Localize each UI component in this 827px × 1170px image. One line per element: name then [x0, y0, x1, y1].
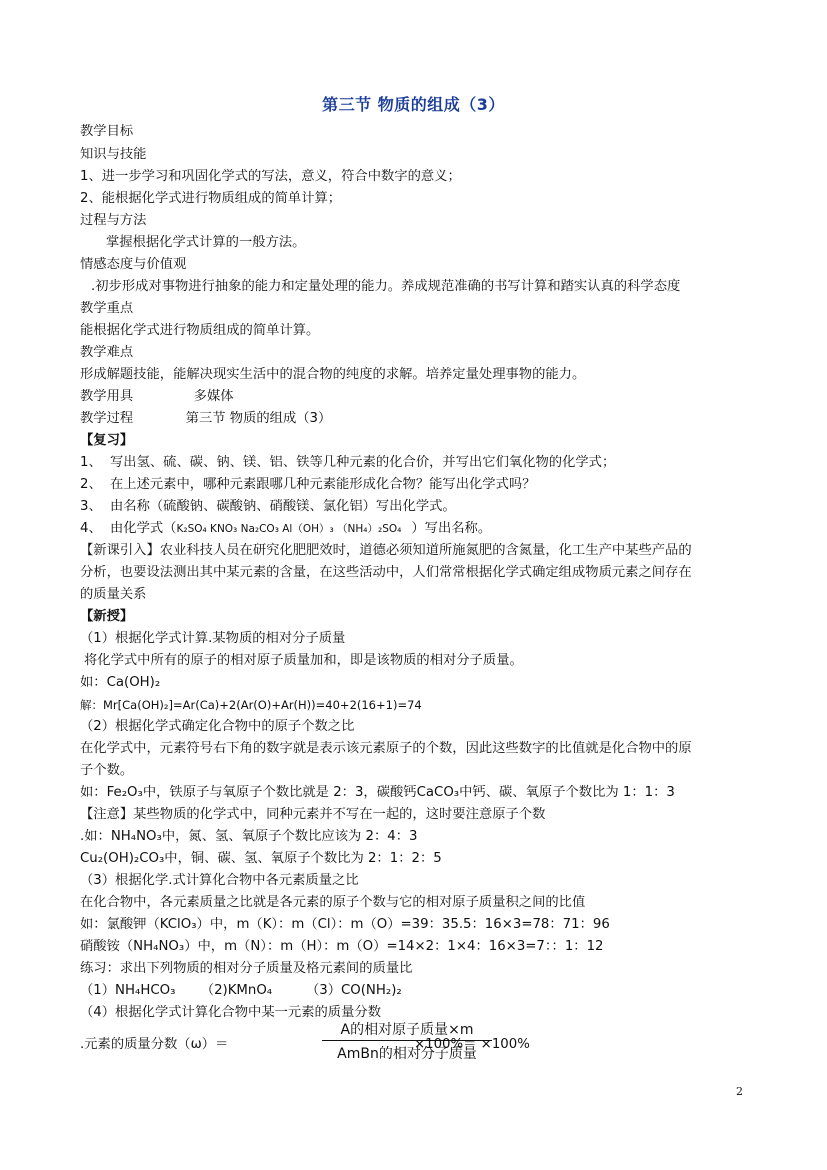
process-method-text: 掌握根据化学式计算的一般方法。 [106, 235, 306, 250]
page-title: 第三节 物质的组成（3） [322, 95, 505, 114]
new-lesson-heading: 【新授】 [80, 609, 134, 624]
review-item-2: 2、 在上述元素中，哪种元素跟哪几种元素能形成化合物？能写出化学式吗？ [80, 477, 536, 492]
teaching-process-value: 第三节 物质的组成（3） [185, 411, 332, 426]
heading-attitude-values: 情感态度与价值观 [80, 257, 187, 272]
heading-process-method: 过程与方法 [80, 213, 147, 228]
section-2-text-line-1: 在化学式中，元素符号右下角的数字就是表示该元素原子的个数，因此这些数字的比值就是化合物中的原 [80, 741, 692, 756]
exercise-heading: 练习：求出下列物质的相对分子质量及格元素间的质量比 [80, 961, 413, 976]
teaching-tools-value: 多媒体 [193, 389, 234, 404]
section-1-text: 将化学式中所有的原子的相对原子质量加和，即是该物质的相对分子质量。 [84, 653, 523, 668]
example-fe2o3: 如：Fe₂O₃中，铁原子与氧原子个数比就是 2：3，碳酸钙CaCO₃中钙、碳、氧原子个数比为 1：1：3 [80, 785, 675, 800]
example-nh4no3: .如：NH₄NO₃中，氮、氢、氧原子个数比应该为 2：4：3 [80, 829, 418, 844]
teaching-tools-row [80, 387, 752, 407]
exercise-items: （1）NH₄HCO₃ （2)KMnO₄ （3）CO(NH₂)₂ [80, 983, 402, 998]
section-1-heading: （1）根据化学式计算.某物质的相对分子质量 [80, 631, 346, 646]
teaching-tools-label: 教学用具 [80, 389, 134, 404]
review-item-3: 3、 由名称（硫酸钠、碳酸钠、硝酸镁、氯化铝）写出化学式。 [80, 499, 456, 514]
formula-denominator: AmBn的相对分子质量 [337, 1046, 477, 1062]
section-3-heading: （3）根据化学.式计算化合物中各元素质量之比 [80, 873, 359, 888]
solution-caoh2: 解：Mr[Ca(OH)₂]=Ar(Ca)+2(Ar(O)+Ar(H))=40+2(16+1)=74 [80, 698, 422, 712]
example-nh4no3-mass: 硝酸铵（NH₄NO₃）中，m（N）：m（H）：m（O）=14×2：1×4：16×3=7：：1：12 [80, 939, 604, 954]
heading-teaching-goals: 教学目标 [80, 124, 134, 139]
difficulties-text: 形成解题技能，能解决现实生活中的混合物的纯度的求解。培养定量处理事物的能力。 [80, 367, 586, 382]
example-kclo3: 如：氯酸钾（KClO₃）中，m（K）：m（Cl）：m（O）=39：35.5：16×3=78：71：96 [80, 917, 610, 932]
intro-paragraph-line-3: 的质量关系 [80, 587, 147, 602]
example-cu2oh2co3: Cu₂(OH)₂CO₃中，铜、碳、氢、氧原子个数比为 2：1：2：5 [80, 851, 442, 866]
heading-knowledge-skills: 知识与技能 [80, 147, 147, 162]
heading-key-points: 教学重点 [80, 301, 134, 316]
section-4-heading: （4）根据化学式计算化合物中某一元素的质量分数 [80, 1005, 381, 1020]
review-heading: 【复习】 [80, 433, 134, 448]
formula-numerator: A的相对原子质量×m [340, 1022, 474, 1038]
heading-difficulties: 教学难点 [80, 345, 134, 360]
formula-right: ×100%＝ ×100% [414, 1037, 530, 1052]
section-2-heading: （2）根据化学式确定化合物中的原子个数之比 [80, 719, 355, 734]
key-points-text: 能根据化学式进行物质组成的简单计算。 [80, 323, 320, 338]
review-item-4: 4、 由化学式（K₂SO₄ KNO₃ Na₂CO₃ Al（OH）₃ （NH₄）₂SO₄ ）写出名称。 [80, 521, 492, 536]
teaching-process-label: 教学过程 [80, 411, 134, 426]
formula-left: .元素的质量分数（ω）＝ [80, 1037, 229, 1052]
formula-list: K₂SO₄ KNO₃ Na₂CO₃ Al（OH）₃ （NH₄）₂SO₄ [176, 523, 402, 535]
teaching-process-row [80, 409, 752, 429]
intro-paragraph-line-2: 分析，也要设法测出其中某元素的含量，在这些活动中，人们常常根据化学式确定组成物质元素之间存在 [80, 565, 692, 580]
note-line: 【注意】某些物质的化学式中，同种元素并不写在一起的，这时要注意原子个数 [80, 807, 546, 822]
example-caoh2: 如：Ca(OH)₂ [80, 675, 161, 690]
mass-fraction-formula [80, 1017, 752, 1067]
intro-paragraph-line-1: 【新课引入】农业科技人员在研究化肥肥效时，道德必须知道所施氮肥的含氮量，化工生产中某些产品的 [80, 543, 692, 558]
goal-item-1: 1、进一步学习和巩固化学式的写法，意义，符合中数字的意义； [80, 169, 461, 184]
review-item-1: 1、 写出氢、硫、碳、钠、镁、铝、铁等几种元素的化合价，并写出它们氧化物的化学式； [80, 455, 616, 470]
section-3-text: 在化合物中，各元素质量之比就是各元素的原子个数与它的相对原子质量积之间的比值 [80, 895, 586, 910]
attitude-values-text: .初步形成对事物进行抽象的能力和定量处理的能力。养成规范准确的书写计算和踏实认真的科学态度 [91, 279, 681, 294]
page-number: 2 [736, 1085, 743, 1098]
section-2-text-line-2: 子个数。 [80, 763, 134, 778]
goal-item-2: 2、能根据化学式进行物质组成的简单计算； [80, 191, 342, 206]
